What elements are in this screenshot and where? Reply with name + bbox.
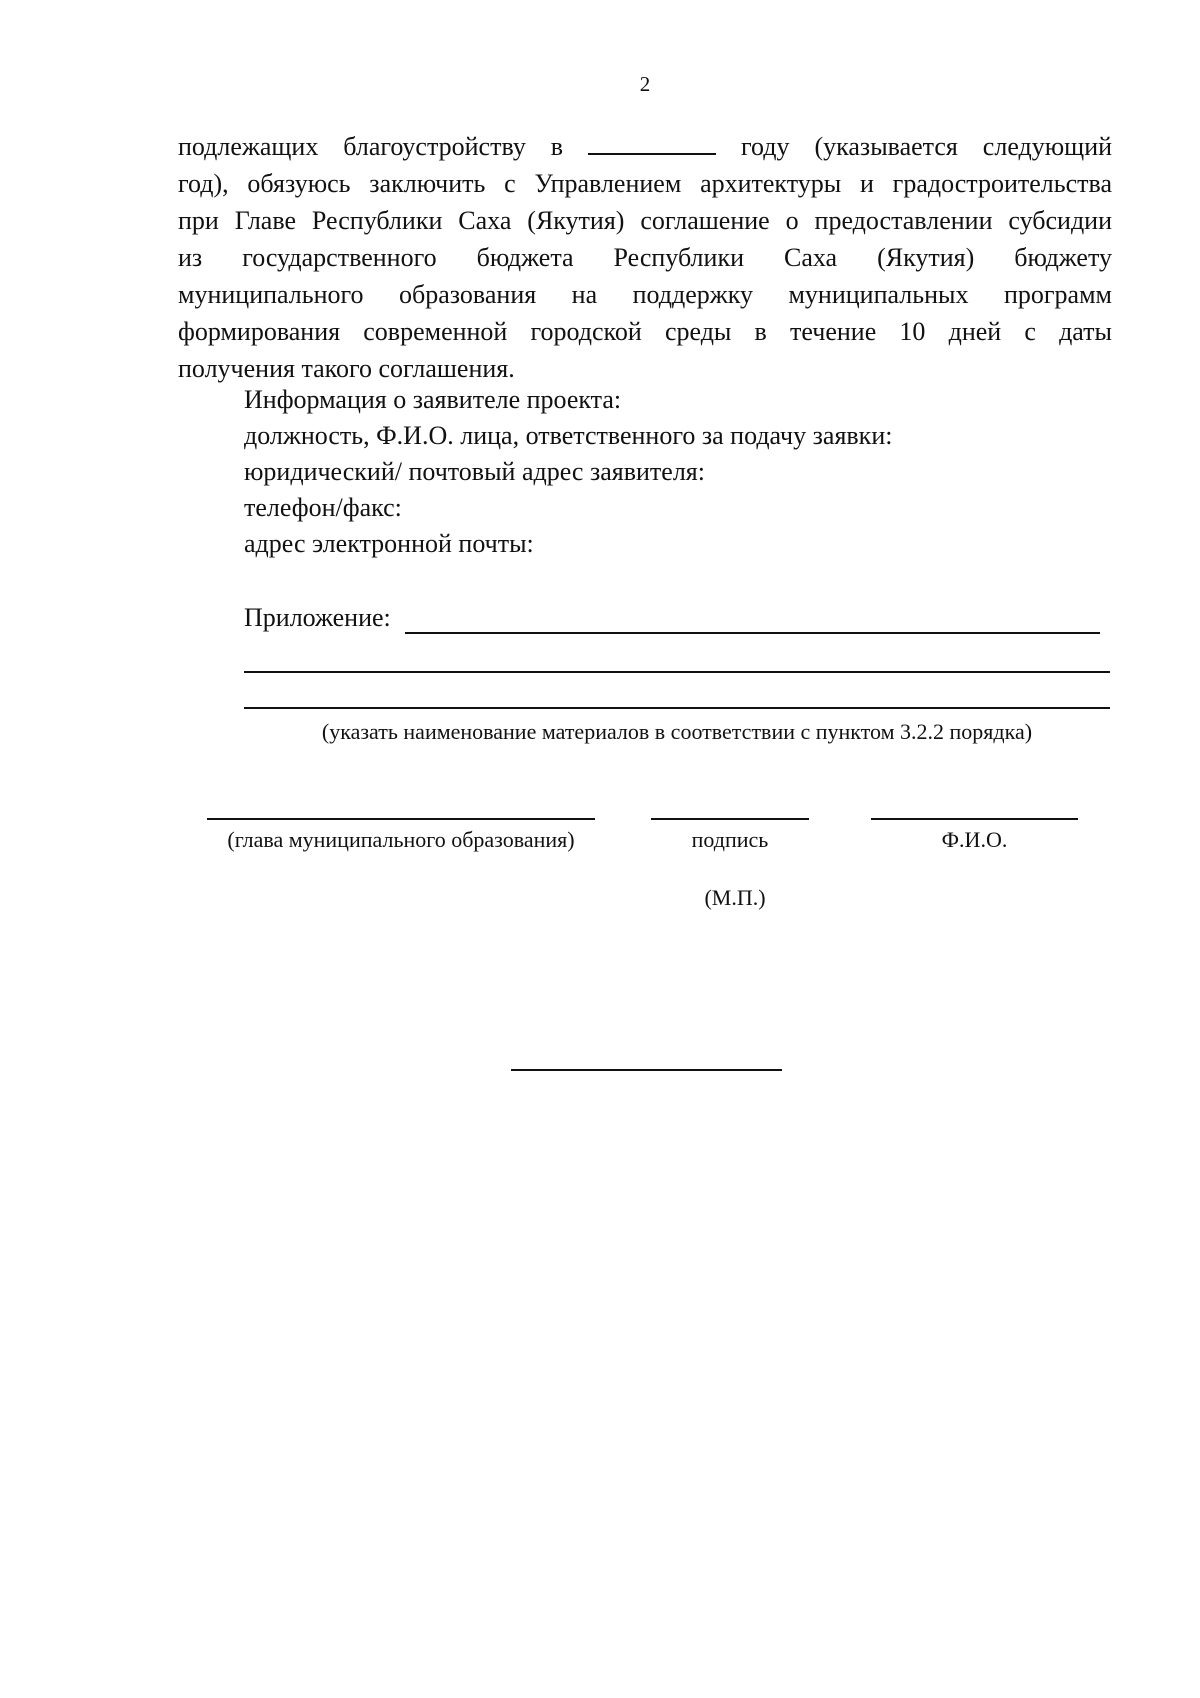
paragraph-line-2: год), обязуюсь заключить с Управлением архитектуры и градостроительства [178,169,1112,198]
paragraph-line-3: при Главе Республики Саха (Якутия) соглашение о предоставлении субсидии [178,206,1112,235]
paragraph-line-7: получения такого соглашения. [178,354,515,383]
year-blank-field[interactable] [588,131,716,155]
paragraph-line-6: формирования современной городской среды в течение 10 дней с даты [178,317,1112,346]
appendix-label: Приложение: [244,603,391,632]
appendix-note: (указать наименование материалов в соответствии с пунктом 3.2.2 порядка) [321,719,1033,744]
applicant-info [244,382,892,562]
page-number: 2 [639,72,651,96]
appendix-fill-line-3[interactable] [244,707,1110,709]
paragraph-line-4: из государственного бюджета Республики Саха (Якутия) бюджету [178,243,1112,272]
full-name-label: Ф.И.О. [941,827,1008,852]
paragraph-line-5: муниципального образования на поддержку муниципальных программ [178,280,1112,309]
appendix-fill-line-1[interactable] [405,632,1100,634]
full-name-line[interactable] [871,818,1078,820]
document-end-divider [511,1069,782,1071]
appendix-fill-line-2[interactable] [244,671,1110,673]
paragraph-line-1 [178,128,1112,165]
paragraph-line-1-end: году (указывается следующий [741,132,1113,161]
paragraph-line-1-start: подлежащих благоустройству в [178,132,564,161]
applicant-position-name-field: должность, Ф.И.О. лица, ответственного за подачу заявки: [244,421,893,450]
applicant-info-heading: Информация о заявителе проекта: [244,385,622,414]
head-label: (глава муниципального образования) [227,827,575,852]
applicant-address-field: юридический/ почтовый адрес заявителя: [244,457,705,486]
applicant-phone-fax-field: телефон/факс: [244,493,402,522]
stamp-label: (М.П.) [704,885,766,910]
head-signature-line[interactable] [207,818,595,820]
main-paragraph [178,128,1112,387]
signature-label: подпись [691,827,769,852]
applicant-email-field: адрес электронной почты: [244,529,534,558]
signature-line[interactable] [651,818,809,820]
